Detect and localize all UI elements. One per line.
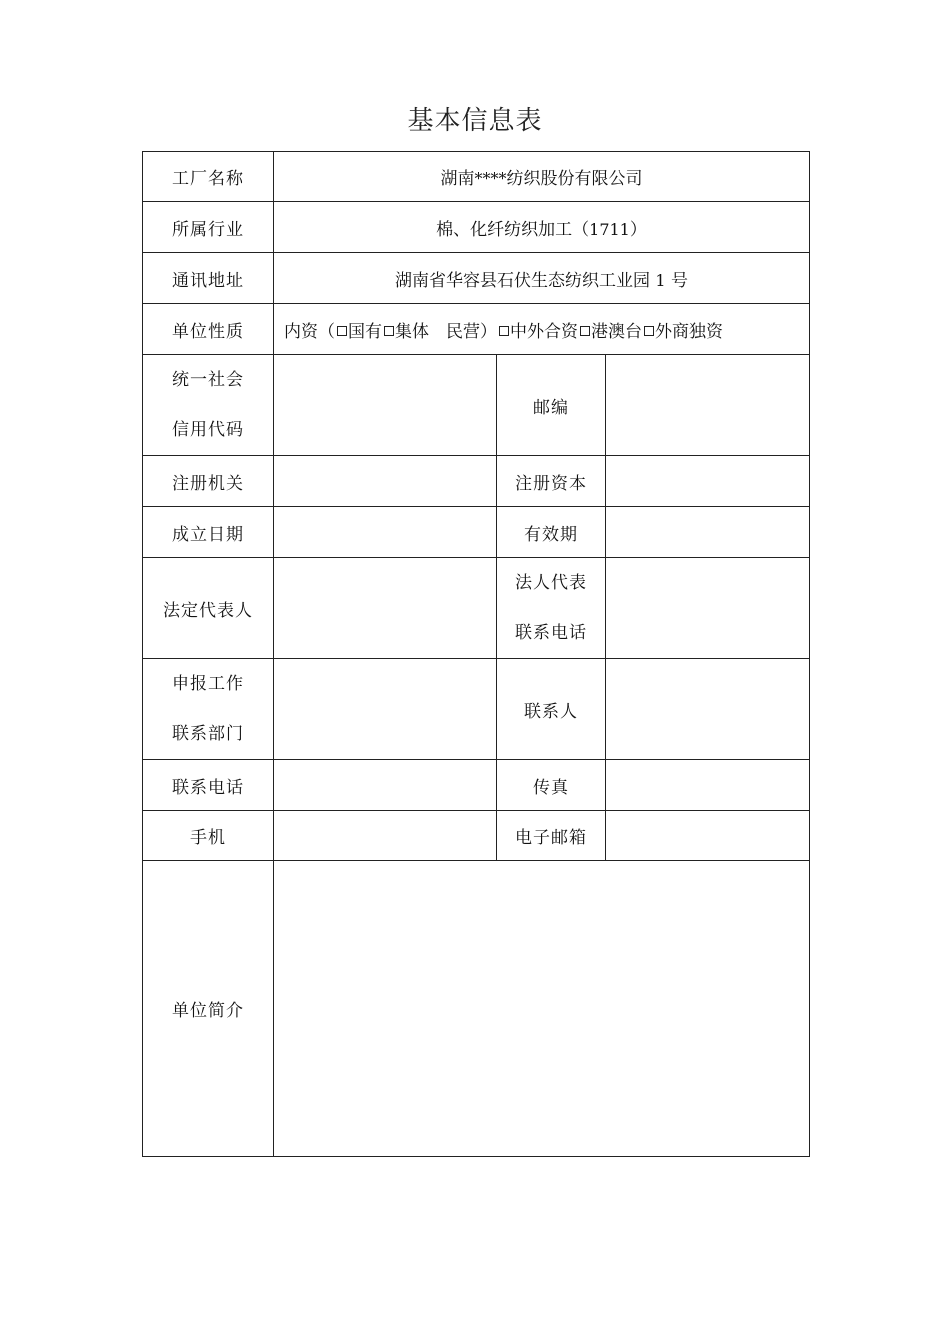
checkbox-hk-macau-taiwan[interactable] <box>580 326 590 336</box>
row-industry <box>143 202 810 253</box>
credit-code-label: 统一社会 信用代码 <box>143 355 274 456</box>
found-date-label: 成立日期 <box>143 507 274 558</box>
email-field[interactable] <box>606 811 810 861</box>
postcode-field[interactable] <box>606 355 810 456</box>
fax-label: 传真 <box>497 760 606 811</box>
fax-field[interactable] <box>606 760 810 811</box>
reg-capital-label: 注册资本 <box>497 456 606 507</box>
credit-code-field[interactable] <box>274 355 497 456</box>
basic-info-table <box>142 151 810 1157</box>
checkbox-foreign-owned[interactable] <box>644 326 654 336</box>
unit-nature-options: 内资（ 国有 集体 民营） 中外合资 港澳台 外商独资 <box>274 304 810 355</box>
legal-phone-label: 法人代表 联系电话 <box>497 558 606 659</box>
mobile-label: 手机 <box>143 811 274 861</box>
checkbox-state-owned[interactable] <box>337 326 347 336</box>
contact-dept-label: 申报工作 联系部门 <box>143 659 274 760</box>
reg-authority-field[interactable] <box>274 456 497 507</box>
address-label: 通讯地址 <box>143 253 274 304</box>
factory-name-value: 湖南****纺织股份有限公司 <box>274 152 810 202</box>
contact-phone-label: 联系电话 <box>143 760 274 811</box>
contact-phone-field[interactable] <box>274 760 497 811</box>
contact-person-field[interactable] <box>606 659 810 760</box>
row-address <box>143 253 810 304</box>
reg-capital-field[interactable] <box>606 456 810 507</box>
row-credit-code <box>143 355 810 456</box>
legal-rep-field[interactable] <box>274 558 497 659</box>
intro-label: 单位简介 <box>143 861 274 1157</box>
contact-person-label: 联系人 <box>497 659 606 760</box>
row-registration <box>143 456 810 507</box>
checkbox-joint-venture[interactable] <box>499 326 509 336</box>
contact-dept-field[interactable] <box>274 659 497 760</box>
row-intro <box>143 861 810 1157</box>
unit-nature-label: 单位性质 <box>143 304 274 355</box>
row-dates <box>143 507 810 558</box>
row-factory-name <box>143 152 810 202</box>
row-legal-rep <box>143 558 810 659</box>
checkbox-collective[interactable] <box>384 326 394 336</box>
email-label: 电子邮箱 <box>497 811 606 861</box>
legal-rep-label: 法定代表人 <box>143 558 274 659</box>
row-phone-fax <box>143 760 810 811</box>
validity-field[interactable] <box>606 507 810 558</box>
row-mobile-email <box>143 811 810 861</box>
page-title: 基本信息表 <box>407 106 543 136</box>
postcode-label: 邮编 <box>497 355 606 456</box>
mobile-field[interactable] <box>274 811 497 861</box>
address-value: 湖南省华容县石伏生态纺织工业园 1 号 <box>274 253 810 304</box>
validity-label: 有效期 <box>497 507 606 558</box>
intro-field[interactable] <box>274 861 810 1157</box>
factory-name-label: 工厂名称 <box>143 152 274 202</box>
legal-phone-field[interactable] <box>606 558 810 659</box>
row-contact-dept <box>143 659 810 760</box>
found-date-field[interactable] <box>274 507 497 558</box>
reg-authority-label: 注册机关 <box>143 456 274 507</box>
industry-value: 棉、化纤纺织加工（1711） <box>274 202 810 253</box>
row-unit-nature <box>143 304 810 355</box>
industry-label: 所属行业 <box>143 202 274 253</box>
